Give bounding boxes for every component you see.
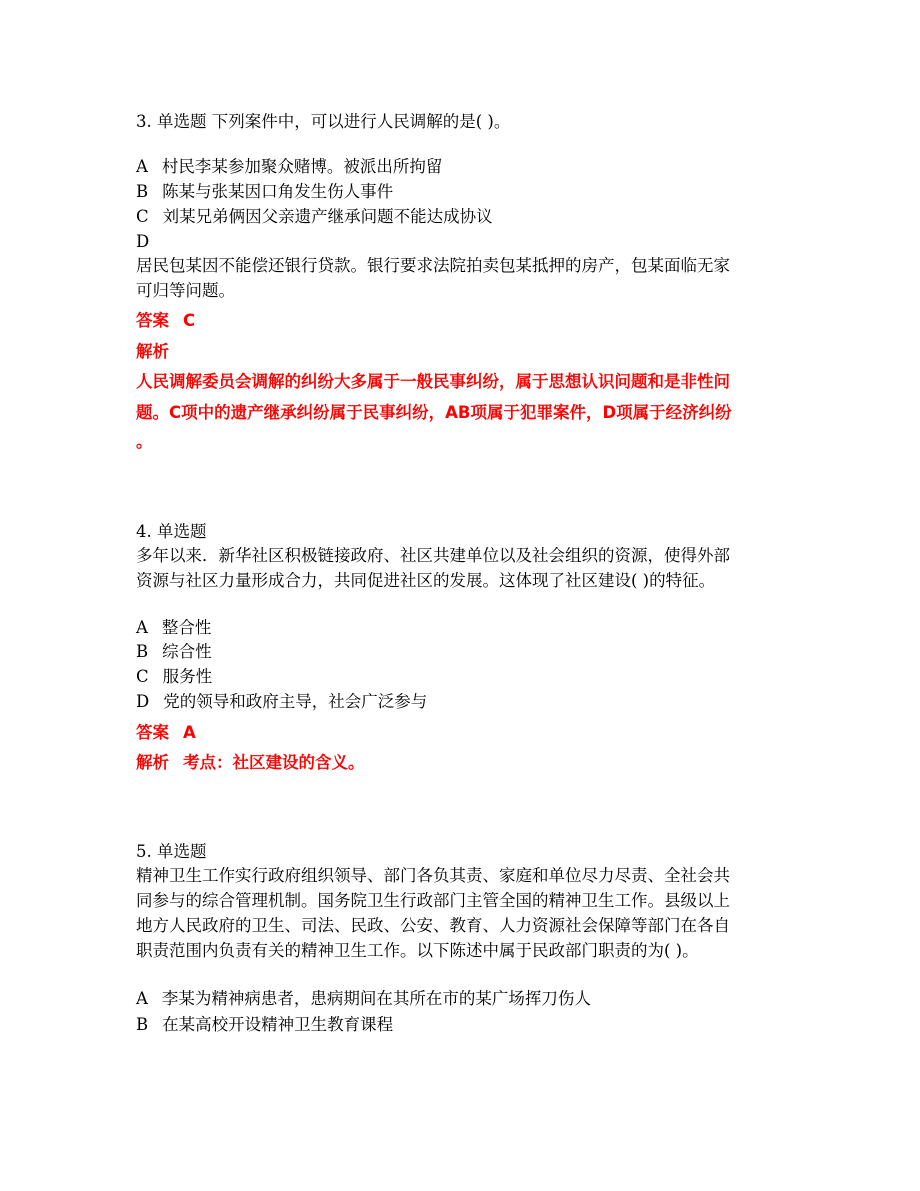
- option-letter: A: [136, 618, 148, 637]
- q4-option-a[interactable]: [136, 616, 211, 640]
- option-text: 李某为精神病患者，患病期间在其所在市的某广场挥刀伤人: [161, 989, 591, 1008]
- q3-option-d-text-line-2: 可归等问题。: [136, 281, 235, 300]
- q3-option-c[interactable]: [136, 205, 493, 229]
- q3-answer: [136, 309, 195, 333]
- question-5-header: 5. 单选题: [136, 842, 207, 861]
- option-letter: D: [136, 232, 150, 251]
- q5-stem-line-1: 精神卫生工作实行政府组织领导、部门各负其责、家庭和单位尽力尽责、全社会共: [136, 866, 730, 885]
- q3-analysis-line-1: 人民调解委员会调解的纠纷大多属于一般民事纠纷，属于思想认识问题和是非性问: [136, 372, 730, 391]
- q3-analysis-line-3: 。: [136, 432, 153, 451]
- option-letter: C: [136, 667, 149, 686]
- q3-analysis-line-2: 题。C项中的遗产继承纠纷属于民事纠纷，AB项属于犯罪案件，D项属于经济纠纷: [136, 403, 732, 422]
- question-4-header: 4. 单选题: [136, 522, 207, 541]
- analysis-text: 考点：社区建设的含义。: [183, 753, 365, 772]
- q5-stem-line-4: 职责范围内负责有关的精神卫生工作。以下陈述中属于民政部门职责的为( )。: [136, 941, 699, 960]
- option-text: 陈某与张某因口角发生伤人事件: [162, 182, 394, 201]
- analysis-label: 解析: [136, 753, 169, 772]
- option-letter: D: [136, 692, 150, 711]
- option-letter: B: [136, 1015, 149, 1034]
- q3-option-d-text-line-1: 居民包某因不能偿还银行贷款。银行要求法院拍卖包某抵押的房产，包某面临无家: [136, 256, 730, 275]
- option-letter: A: [136, 989, 148, 1008]
- option-letter: C: [136, 207, 149, 226]
- option-letter: B: [136, 642, 149, 661]
- q4-analysis: [136, 751, 365, 775]
- option-text: 在某高校开设精神卫生教育课程: [162, 1015, 394, 1034]
- q4-stem-line-1: 多年以来．新华社区积极链接政府、社区共建单位以及社会组织的资源，使得外部: [136, 546, 730, 565]
- q3-analysis-label: 解析: [136, 342, 169, 361]
- q5-stem-line-3: 地方人民政府的卫生、司法、民政、公安、教育、人力资源社会保障等部门在各自: [136, 916, 730, 935]
- answer-value: A: [183, 723, 196, 742]
- q4-option-d[interactable]: [136, 690, 427, 714]
- answer-value: C: [183, 311, 196, 330]
- answer-label: 答案: [136, 311, 169, 330]
- q4-answer: [136, 721, 196, 745]
- q5-option-a[interactable]: [136, 987, 591, 1011]
- q5-option-b[interactable]: [136, 1013, 393, 1037]
- q4-option-c[interactable]: [136, 665, 212, 689]
- option-letter: B: [136, 182, 149, 201]
- question-3-header: 3. 单选题 下列案件中，可以进行人民调解的是( )。: [136, 112, 511, 131]
- q5-stem-line-2: 同参与的综合管理机制。国务院卫生行政部门主管全国的精神卫生工作。县级以上: [136, 891, 730, 910]
- option-text: 服务性: [162, 667, 213, 686]
- q4-stem-line-2: 资源与社区力量形成合力，共同促进社区的发展。这体现了社区建设( )的特征。: [136, 571, 716, 590]
- option-text: 党的领导和政府主导，社会广泛参与: [163, 692, 428, 711]
- q3-option-b[interactable]: [136, 180, 393, 204]
- option-text: 村民李某参加聚众赌博。被派出所拘留: [161, 157, 443, 176]
- q3-option-d[interactable]: [136, 230, 149, 254]
- option-text: 刘某兄弟俩因父亲遗产继承问题不能达成协议: [162, 207, 493, 226]
- q3-option-a[interactable]: [136, 155, 442, 179]
- q4-option-b[interactable]: [136, 640, 212, 664]
- option-text: 综合性: [162, 642, 212, 661]
- option-text: 整合性: [161, 618, 212, 637]
- option-letter: A: [136, 157, 148, 176]
- answer-label: 答案: [136, 723, 169, 742]
